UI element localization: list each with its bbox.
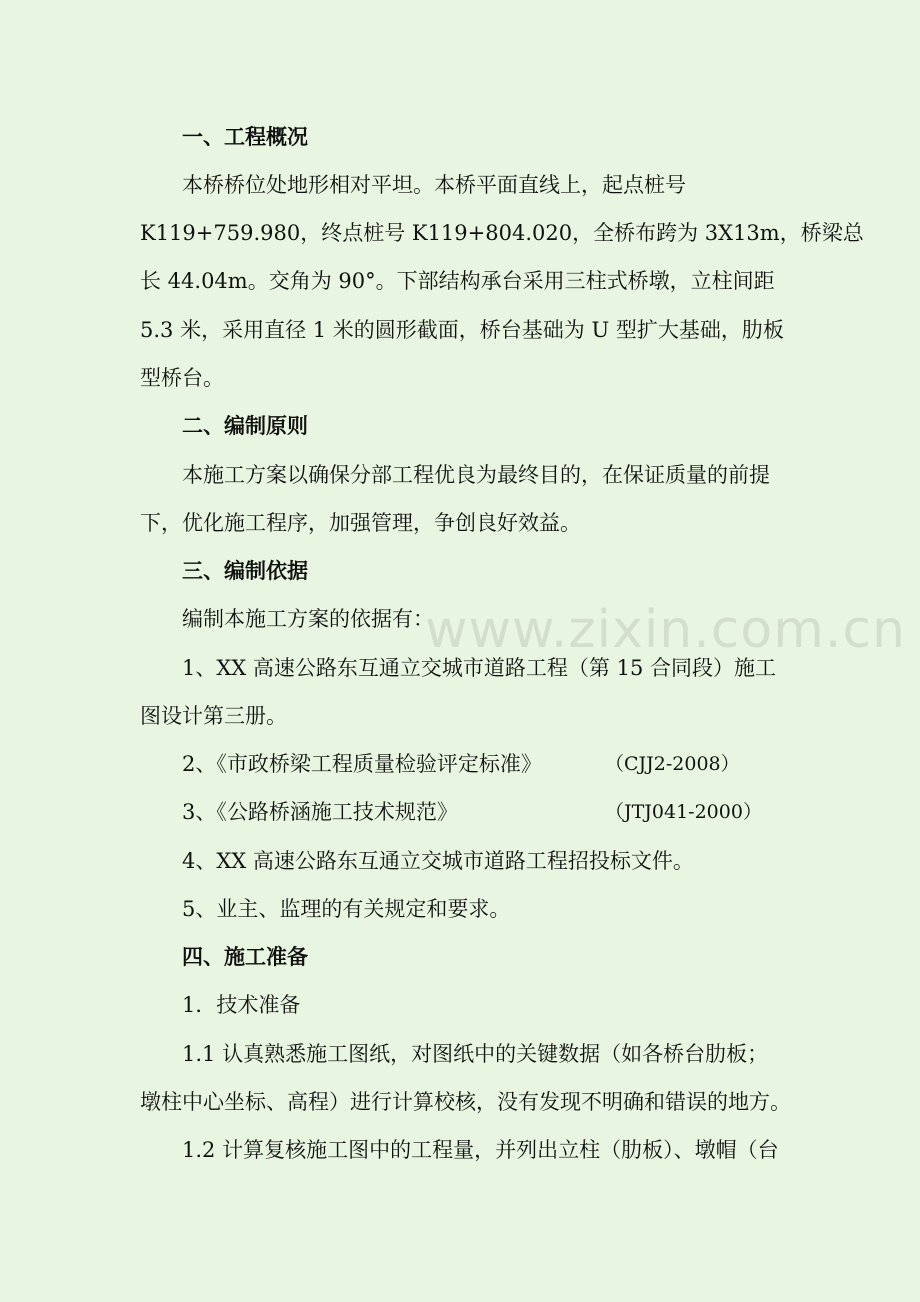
list-item: 1、XX 高速公路东互通立交城市道路工程（第 15 合同段）施工: [182, 656, 777, 680]
paragraph-line: 5.3 米，采用直径 1 米的圆形截面，桥台基础为 U 型扩大基础，肋板: [140, 318, 784, 342]
paragraph-line: 下，优化施工程序，加强管理，争创良好效益。: [140, 511, 581, 535]
heading-construction-prep: 四、施工准备: [182, 944, 308, 969]
list-item: 4、XX 高速公路东互通立交城市道路工程招投标文件。: [182, 849, 694, 873]
heading-compile-basis: 三、编制依据: [182, 558, 308, 583]
list-item: 2、《市政桥梁工程质量检验评定标准》: [182, 752, 542, 776]
list-item-continuation: 图设计第三册。: [140, 704, 287, 728]
paragraph-line: 型桥台。: [140, 366, 224, 390]
paragraph-line: 本施工方案以确保分部工程优良为最终目的，在保证质量的前提: [182, 463, 770, 487]
paragraph-line: 墩柱中心坐标、高程）进行计算校核，没有发现不明确和错误的地方。: [140, 1090, 791, 1114]
paragraph-line: 本桥桥位处地形相对平坦。本桥平面直线上，起点桩号: [182, 173, 686, 197]
list-item: 3、《公路桥涵施工技术规范》: [182, 800, 458, 824]
standard-code: （JTJ041-2000）: [605, 801, 762, 823]
paragraph-line: 1.2 计算复核施工图中的工程量，并列出立柱（肋板）、墩帽（台: [182, 1138, 779, 1162]
subheading-technical-prep: 1．技术准备: [182, 993, 301, 1017]
standard-code: （CJJ2-2008）: [605, 753, 740, 775]
watermark: www.zixin.com.cn: [425, 600, 906, 660]
paragraph-line: 编制本施工方案的依据有：: [182, 607, 434, 631]
list-item: 5、业主、监理的有关规定和要求。: [182, 897, 511, 921]
heading-project-overview: 一、工程概况: [182, 124, 308, 149]
heading-compile-principles: 二、编制原则: [182, 413, 308, 438]
paragraph-line: 长 44.04m。交角为 90°。下部结构承台采用三柱式桥墩，立柱间距: [140, 269, 775, 293]
paragraph-line: K119+759.980，终点桩号 K119+804.020，全桥布跨为 3X13m，桥梁总: [140, 221, 864, 245]
paragraph-line: 1.1 认真熟悉施工图纸，对图纸中的关键数据（如各桥台肋板；: [182, 1042, 769, 1066]
